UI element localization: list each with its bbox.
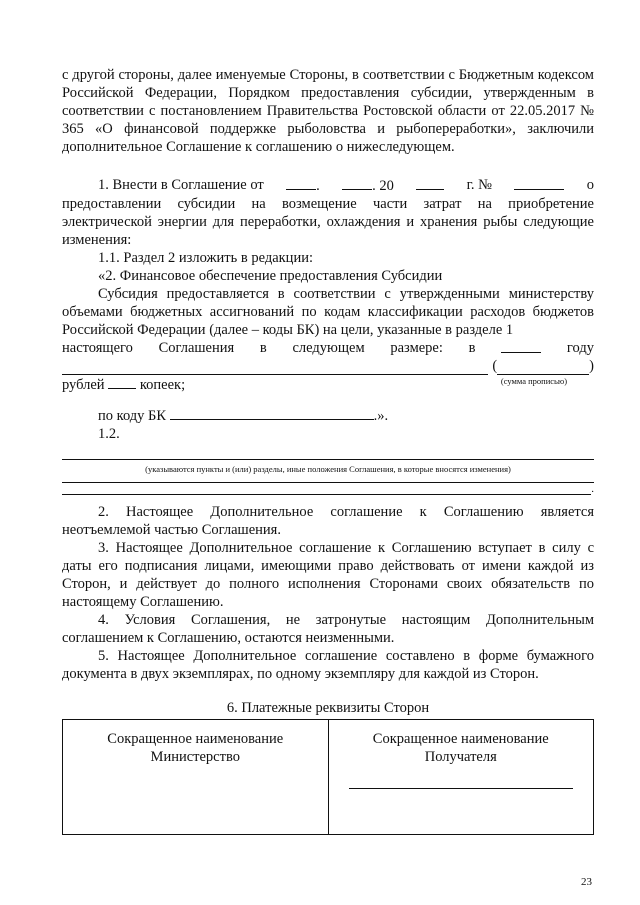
changes-blank-3-row (62, 483, 594, 495)
changes-blank-1[interactable] (62, 459, 594, 460)
recipient-name-blank[interactable] (349, 788, 573, 789)
amount-year: году (566, 340, 594, 356)
item1-dot2: . 20 (372, 178, 394, 194)
amount-line (62, 339, 594, 357)
item1-dot1: . (316, 178, 320, 194)
intro-paragraph: с другой стороны, далее именуемые Стороны, в соответствии с Бюджетным кодексом Российской Федерации, Порядком предоставления субсидии, утвержденным в соответствии с постановлением Правительства Ростовской области от 22.05.2017 № 365 «О финансовой поддержке рыболовства и рыбопереработки», заключили дополнительное Соглашение к соглашению о нижеследующем. (62, 67, 594, 155)
sum-digits-blank[interactable] (62, 361, 488, 375)
rub-line (62, 375, 594, 394)
kbk-line (62, 406, 594, 425)
recipient-value: Получателя (424, 749, 497, 765)
page-number: 23 (581, 876, 592, 888)
changes-blank-3[interactable] (62, 483, 591, 495)
amount-word-6: в (468, 340, 476, 356)
date-year-blank[interactable] (416, 176, 444, 190)
changes-end: . (591, 483, 594, 495)
section2-title: «2. Финансовое обеспечение предоставления Субсидии (98, 268, 443, 284)
item1-g: г. № (466, 177, 492, 193)
amount-word-4: следующем (292, 340, 365, 356)
kbk-blank[interactable] (170, 406, 374, 420)
date-day-blank[interactable] (286, 176, 316, 190)
amount-word-1: настоящего (62, 340, 133, 356)
amount-word-2: Соглашения (158, 340, 235, 356)
kbk-text: по коду БК (98, 408, 167, 424)
ministry-label: Сокращенное наименование (107, 731, 284, 747)
item1-line (62, 176, 594, 195)
year-blank[interactable] (501, 339, 541, 353)
kop-text: копеек; (139, 377, 186, 393)
ministry-value: Министерство (150, 749, 240, 765)
subsidy-paragraph: Субсидия предоставляется в соответствии с утвержденными министерству объемами бюджетных ассигнований по кодам классификации расходов бюджетов Российской Федерации (далее – коды БК) на цели, указанные в разделе 1 (62, 286, 594, 338)
amount-word-5: размере: (390, 340, 443, 356)
recipient-cell (328, 720, 594, 835)
changes-note: (указываются пункты и (или) разделы, иные положения Соглашения, в которые вносятся изменения) (145, 464, 511, 474)
item6-title: 6. Платежные реквизиты Сторон (226, 700, 430, 716)
sum-words-blank[interactable] (497, 361, 589, 375)
ministry-cell (63, 720, 329, 835)
item1-2: 1.2. (98, 426, 120, 442)
item1-o: о (586, 177, 594, 193)
rub-text: рублей (62, 377, 105, 393)
date-month-blank[interactable] (342, 176, 372, 190)
item5: 5. Настоящее Дополнительное соглашение составлено в форме бумажного документа в двух экземплярах, по одному экземпляру для каждой из Сторон. (62, 648, 594, 682)
item1-1: 1.1. Раздел 2 изложить в редакции: (98, 250, 313, 266)
agreement-number-blank[interactable] (514, 176, 564, 190)
paren-open: ( (492, 358, 498, 374)
item1-rest: предоставлении субсидии на возмещение части затрат на приобретение электрической энергии для переработки, охлаждения и хранения рыбы следующие изменения: (62, 196, 594, 248)
item4: 4. Условия Соглашения, не затронутые настоящим Дополнительным соглашением к Соглашению, остаются неизменными. (62, 612, 594, 646)
sum-note: (сумма прописью) (500, 376, 568, 386)
kopeck-blank[interactable] (108, 375, 136, 389)
item3: 3. Настоящее Дополнительное соглашение к Соглашению вступает в силу с даты его подписания лицами, имеющими право действовать от имени каждой из Сторон, и действует до полного исполнения Сторонами своих обязательств по настоящему Соглашению. (62, 540, 594, 610)
item1-head: 1. Внести в Соглашение от (98, 177, 264, 193)
paren-close: ) (589, 358, 594, 374)
requisites-table (62, 719, 594, 835)
kbk-end: .». (373, 408, 389, 424)
sum-line (62, 357, 594, 375)
recipient-label: Сокращенное наименование (372, 731, 549, 747)
item2: 2. Настоящее Дополнительное соглашение к Соглашению является неотъемлемой частью Соглашения. (62, 504, 594, 538)
document-page (62, 66, 594, 835)
amount-word-3: в (259, 340, 267, 356)
